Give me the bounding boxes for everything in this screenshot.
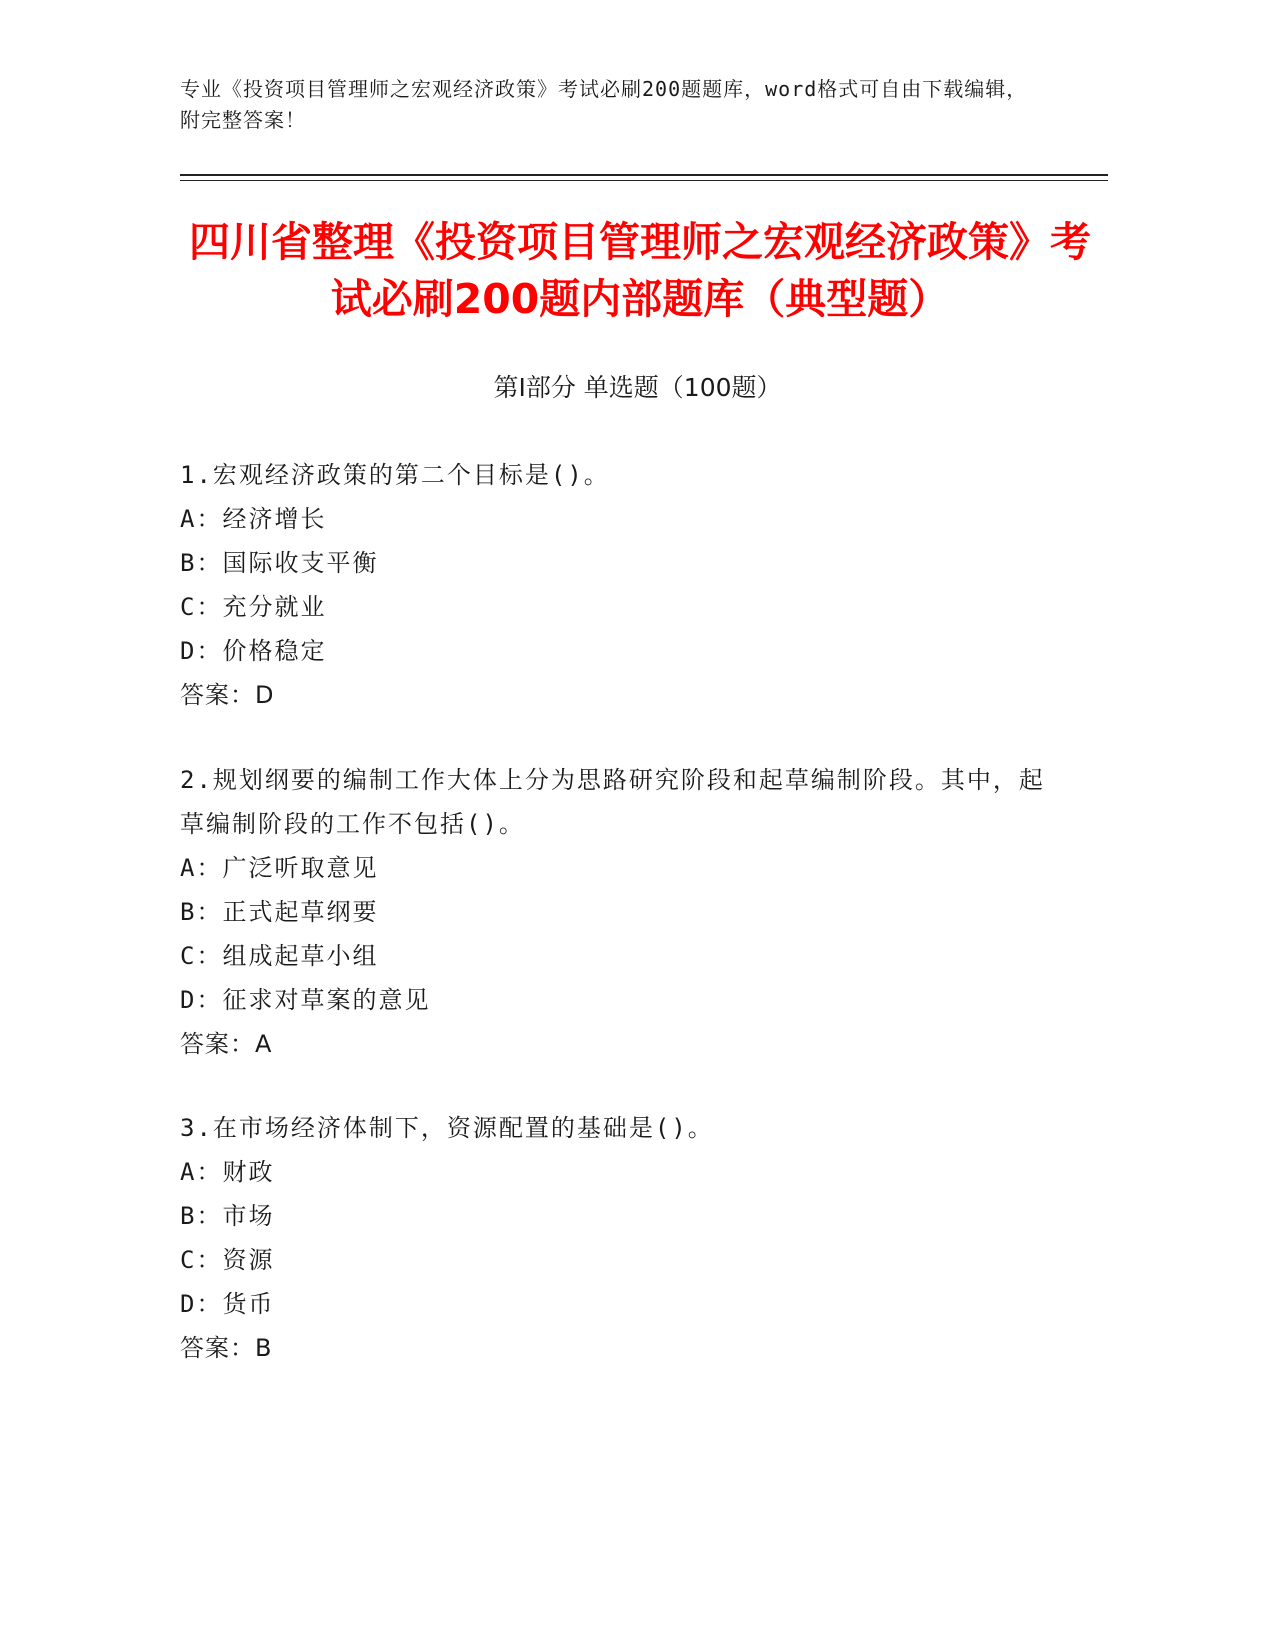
option-d: D：价格稳定: [180, 637, 327, 665]
option-c: C：充分就业: [180, 593, 327, 621]
question-stem: 3.在市场经济体制下，资源配置的基础是()。: [180, 1114, 714, 1142]
option-a: A：广泛听取意见: [180, 854, 379, 882]
question-stem: 2.规划纲要的编制工作大体上分为思路研究阶段和起草编制阶段。其中，起草编制阶段的工作不包括()。: [180, 766, 1045, 838]
option-d: D：货币: [180, 1290, 275, 1318]
option-c: C：资源: [180, 1246, 275, 1274]
question-block: [180, 1106, 1060, 1370]
header-divider-thick: [180, 174, 1108, 176]
document-title: 四川省整理《投资项目管理师之宏观经济政策》考试必刷200题内部题库（典型题）: [189, 218, 1091, 323]
answer: 答案：D: [180, 681, 275, 709]
option-d: D：征求对草案的意见: [180, 986, 431, 1014]
section-heading: 第I部分 单选题（100题）: [493, 373, 782, 402]
question-stem: 1.宏观经济政策的第二个目标是()。: [180, 461, 610, 489]
option-b: B：国际收支平衡: [180, 549, 379, 577]
option-c: C：组成起草小组: [180, 942, 379, 970]
option-a: A：财政: [180, 1158, 275, 1186]
answer: 答案：B: [180, 1334, 273, 1362]
answer: 答案：A: [180, 1030, 273, 1058]
option-a: A：经济增长: [180, 505, 327, 533]
question-block: [180, 758, 1060, 1066]
question-block: [180, 453, 1060, 717]
option-b: B：市场: [180, 1202, 275, 1230]
header-note: 专业《投资项目管理师之宏观经济政策》考试必刷200题题库，word格式可自由下载编辑，附完整答案！: [180, 77, 1028, 132]
header-divider-thin: [180, 180, 1108, 181]
option-b: B：正式起草纲要: [180, 898, 379, 926]
